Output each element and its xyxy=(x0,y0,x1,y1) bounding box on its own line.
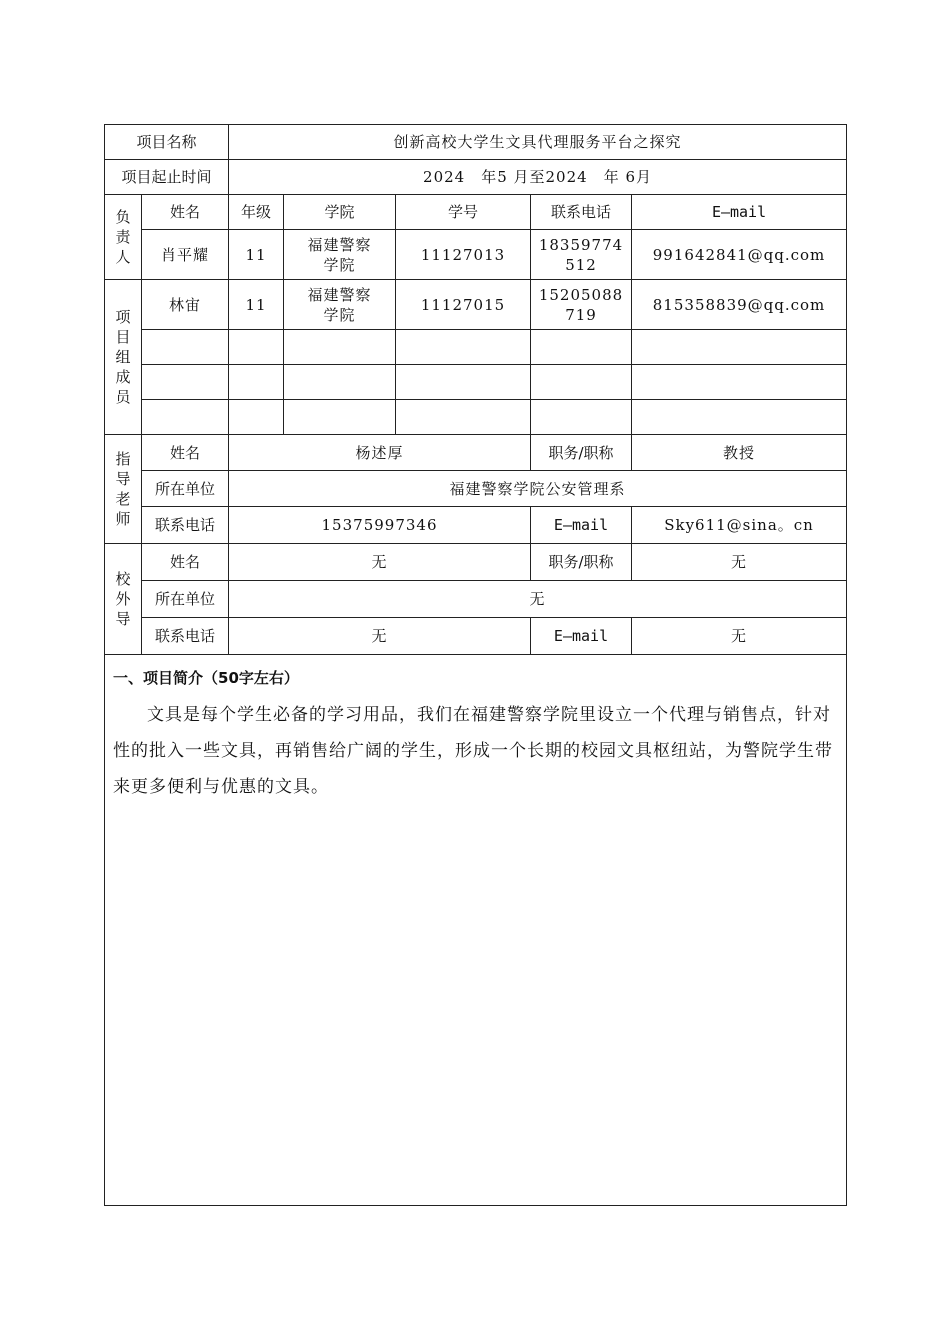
header-name: 姓名 xyxy=(142,195,229,230)
project-name-label: 项目名称 xyxy=(105,125,229,160)
project-name-row xyxy=(105,125,847,160)
advisor-unit-value: 福建警察学院公安管理系 xyxy=(229,471,847,507)
external-section-label: 校外导 xyxy=(105,544,142,655)
leader-college: 福建警察学院 xyxy=(284,230,396,280)
advisor-contact-row xyxy=(105,507,847,544)
member-email: 815358839@qq.com xyxy=(632,280,847,330)
project-form-table xyxy=(104,124,847,1206)
advisor-phone-value: 15375997346 xyxy=(229,507,531,544)
advisor-phone-label: 联系电话 xyxy=(142,507,229,544)
header-email: E—mail xyxy=(632,195,847,230)
advisor-unit-row xyxy=(105,471,847,507)
member-college: 福建警察学院 xyxy=(284,280,396,330)
leader-student-id: 11127013 xyxy=(396,230,531,280)
external-name-value: 无 xyxy=(229,544,531,581)
external-contact-row xyxy=(105,618,847,655)
advisor-title-label: 职务/职称 xyxy=(531,435,632,471)
member-empty-row xyxy=(105,400,847,435)
leader-section-label: 负责人 xyxy=(105,195,142,280)
intro-heading: 一、项目简介（50字左右） xyxy=(113,669,299,687)
advisor-email-label: E—mail xyxy=(531,507,632,544)
project-period-value: 2024 年5 月至2024 年 6月 xyxy=(229,160,847,195)
advisor-email-value: Sky611@sina。cn xyxy=(632,507,847,544)
external-email-value: 无 xyxy=(632,618,847,655)
header-grade: 年级 xyxy=(229,195,284,230)
member-phone: 15205088719 xyxy=(531,280,632,330)
leader-email: 991642841@qq.com xyxy=(632,230,847,280)
member-empty-row xyxy=(105,365,847,400)
leader-name: 肖平耀 xyxy=(142,230,229,280)
advisor-name-label: 姓名 xyxy=(142,435,229,471)
external-unit-row xyxy=(105,581,847,618)
member-empty-row xyxy=(105,330,847,365)
advisor-unit-label: 所在单位 xyxy=(142,471,229,507)
external-name-label: 姓名 xyxy=(142,544,229,581)
advisor-section-label: 指导老师 xyxy=(105,435,142,544)
external-email-label: E—mail xyxy=(531,618,632,655)
project-period-row xyxy=(105,160,847,195)
header-phone: 联系电话 xyxy=(531,195,632,230)
intro-cell xyxy=(105,655,847,1206)
member-student-id: 11127015 xyxy=(396,280,531,330)
header-college: 学院 xyxy=(284,195,396,230)
member-grade: 11 xyxy=(229,280,284,330)
external-title-value: 无 xyxy=(632,544,847,581)
member-name: 林宙 xyxy=(142,280,229,330)
advisor-name-row xyxy=(105,435,847,471)
header-student-id: 学号 xyxy=(396,195,531,230)
external-unit-value: 无 xyxy=(229,581,847,618)
advisor-name-value: 杨述厚 xyxy=(229,435,531,471)
leader-grade: 11 xyxy=(229,230,284,280)
member-row xyxy=(105,280,847,330)
intro-body: 文具是每个学生必备的学习用品，我们在福建警察学院里设立一个代理与销售点，针对性的批入一些文具，再销售给广阔的学生，形成一个长期的校园文具枢纽站，为警院学生带来更多便利与优惠的文具。 xyxy=(113,705,833,797)
leader-header-row xyxy=(105,195,847,230)
leader-phone: 18359774512 xyxy=(531,230,632,280)
external-unit-label: 所在单位 xyxy=(142,581,229,618)
project-period-label: 项目起止时间 xyxy=(105,160,229,195)
external-phone-label: 联系电话 xyxy=(142,618,229,655)
external-title-label: 职务/职称 xyxy=(531,544,632,581)
members-section-label: 项目组成员 xyxy=(105,280,142,435)
external-name-row xyxy=(105,544,847,581)
project-name-value: 创新高校大学生文具代理服务平台之探究 xyxy=(229,125,847,160)
intro-row xyxy=(105,655,847,1206)
external-phone-value: 无 xyxy=(229,618,531,655)
leader-row xyxy=(105,230,847,280)
advisor-title-value: 教授 xyxy=(632,435,847,471)
